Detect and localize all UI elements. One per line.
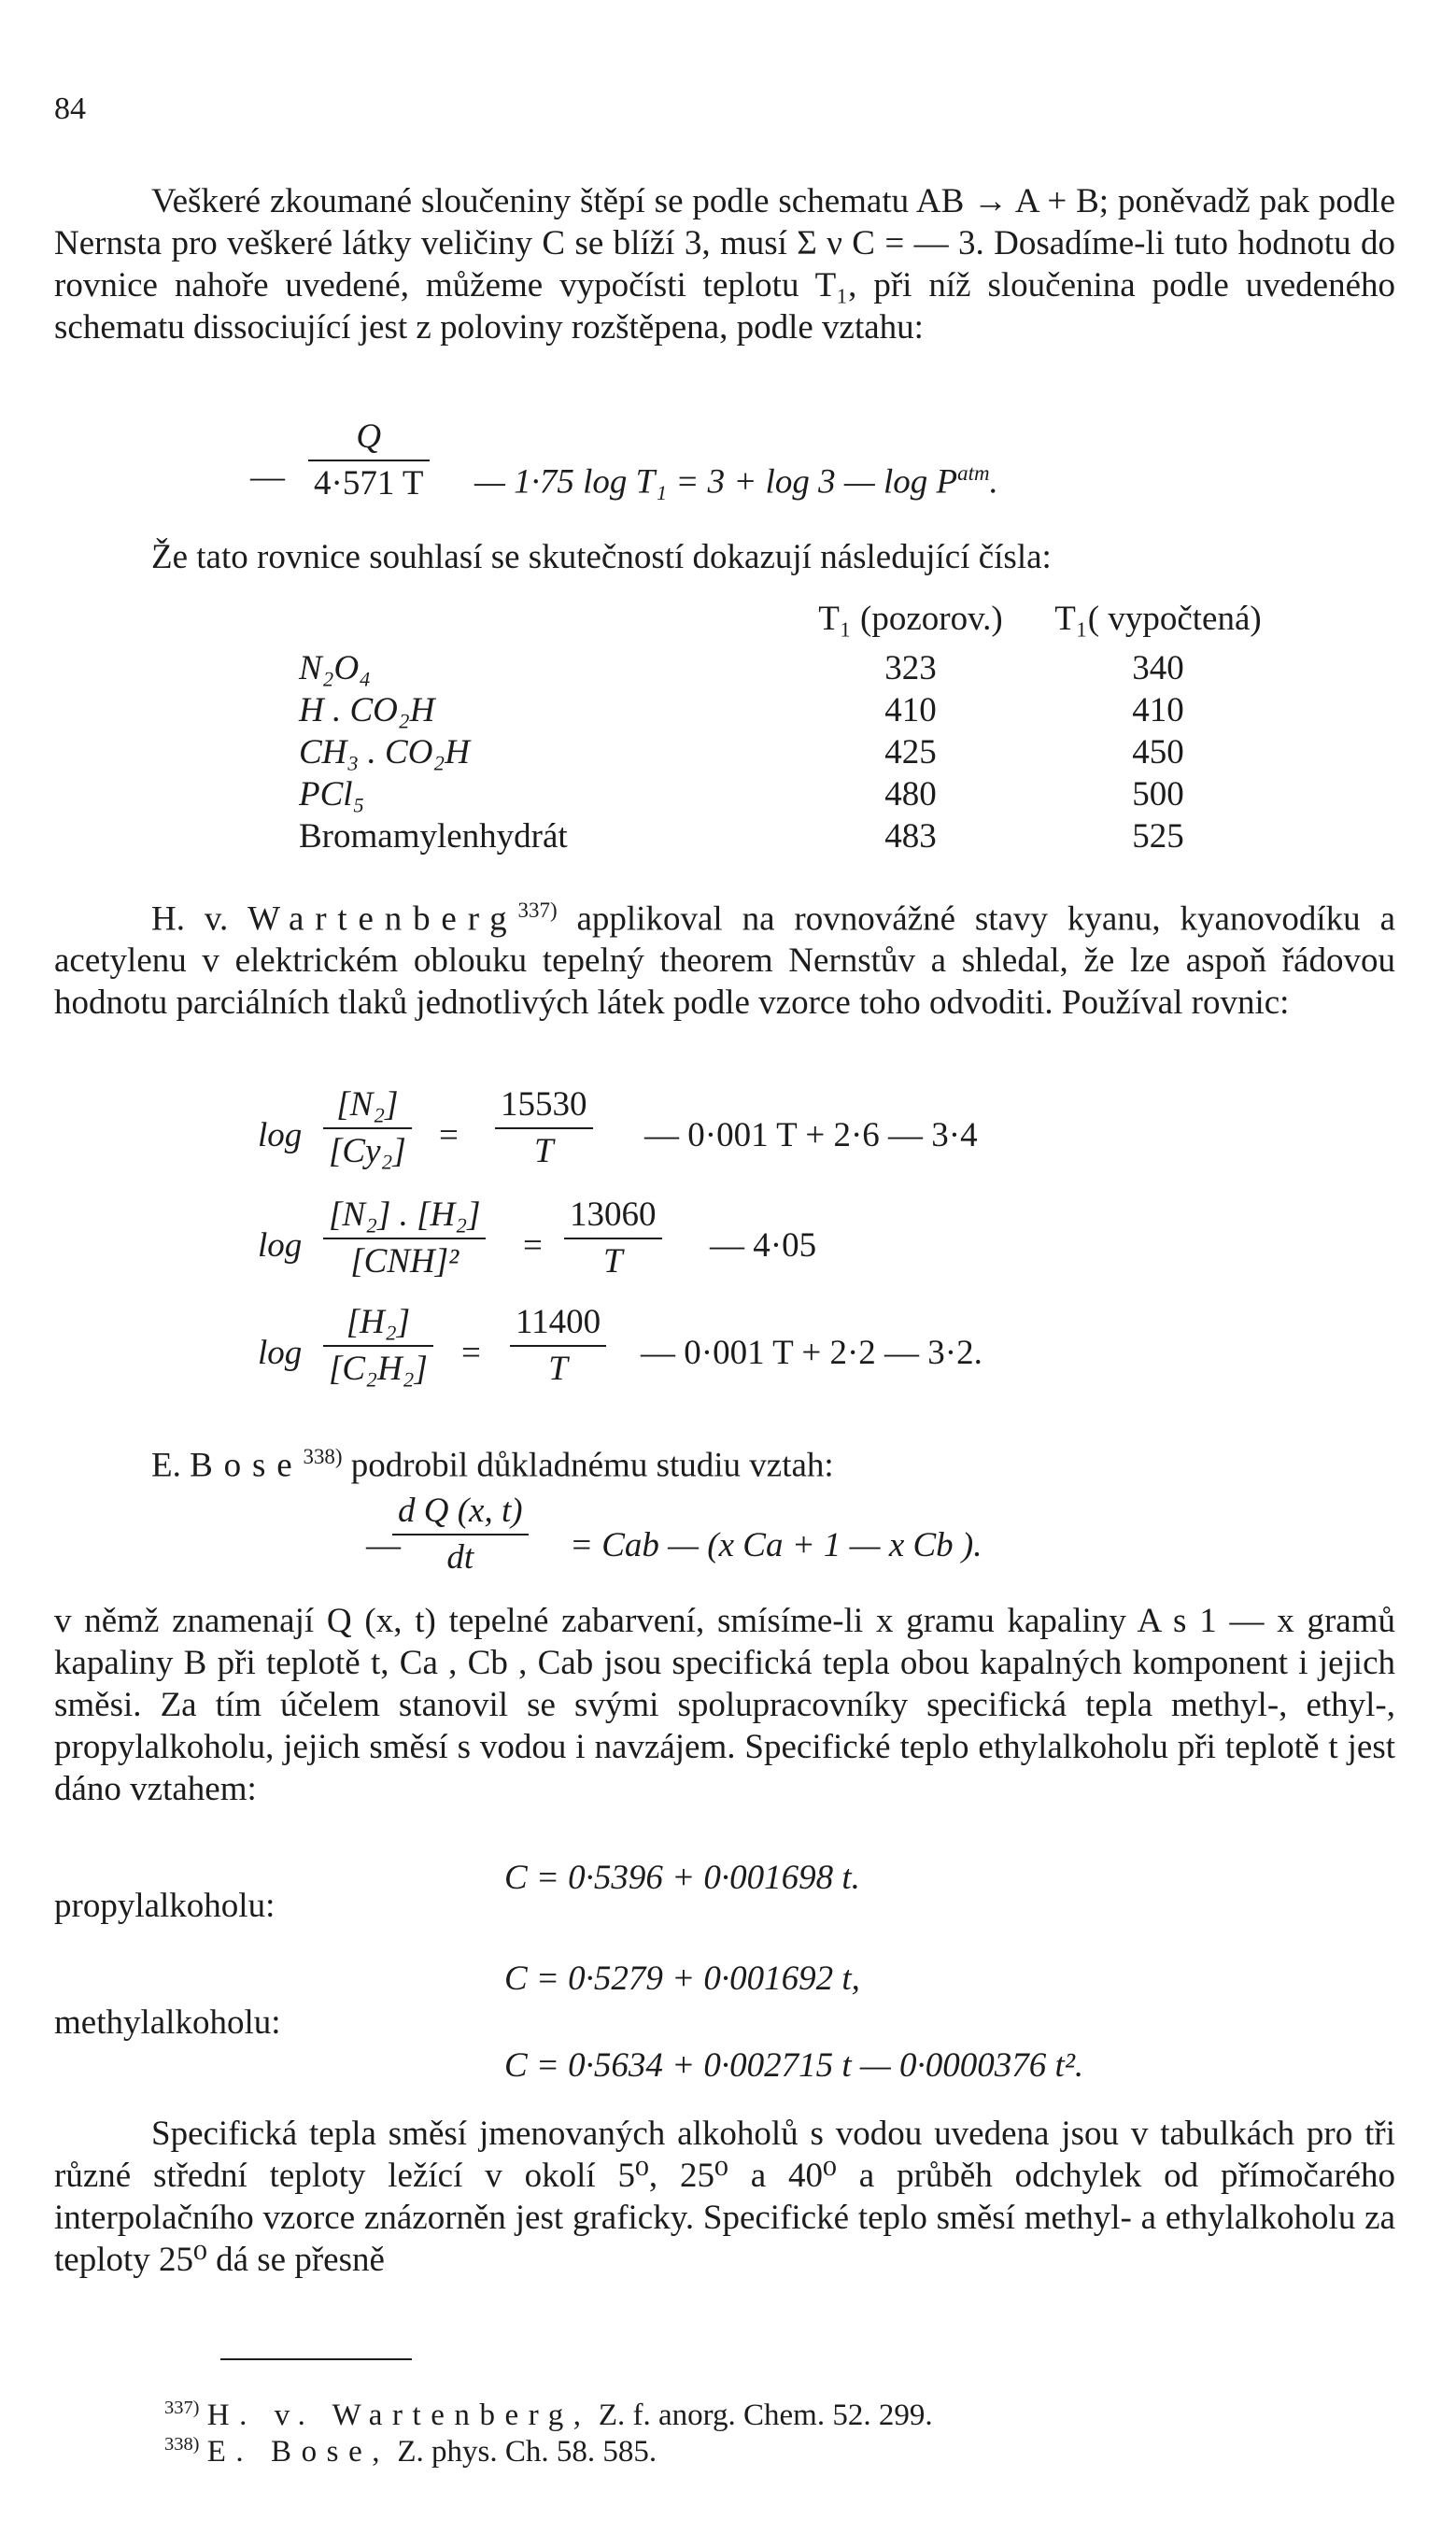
author-name: Bose (190, 1446, 304, 1485)
footnote-ref: 337) (517, 899, 558, 922)
table-row: H . CO₂H 410 410 (299, 691, 1184, 729)
table-row: Bromamylenhydrát 483 525 (299, 817, 1184, 856)
data-table (299, 598, 1279, 857)
column-header-observed: T₁ (pozorov.) (818, 600, 1003, 638)
paragraph-wartenberg: H. v. Wartenberg$^{337)}$ applikoval na rovnovážné stavy kyanu, kyanovodíku a acetylenu v elektrickém oblouku tepelný theorem Nernstův a shledal, že lze aspoň řádovou hodnotu parciálních tlaků jednotlivých látek podle vzorce toho odvoditi. Používal rovnic: (54, 899, 1396, 1023)
author-name: Wartenberg (247, 899, 518, 939)
footnote-337: $^{337)}$ H. v. Wartenberg, Z. f. anorg. Chem. 52. 299. (164, 2398, 933, 2432)
paragraph-specific-heat: v němž znamenají Q (x, t) tepelné zabarvení, smísíme-li x gramu kapaliny A s 1 — x gramů kapaliny B při teplotě t, Ca , Cb , Cab jsou specifická tepla obou kapalných komponent i jejich směsi. Za tím účelem stanovil se svými spolupracovníky specifická tepla methyl-, ethyl-, propylalkoholu, jejich směsí s vodou i navzájem. Specifické teplo ethylalkoholu při teplotě t jest dáno vztahem: (54, 1602, 1395, 1808)
footnote-ref: 338) (303, 1445, 343, 1468)
equation-fraction: Q 4·571 T (308, 418, 430, 502)
equation-methyl: C = 0·5634 + 0·002715 t — 0·0000376 t². (504, 2046, 1084, 2085)
equation-ethyl: C = 0·5396 + 0·001698 t. (504, 1859, 860, 1897)
equation-rest: — 1·75 log T₁ = 3 + log 3 — $\log P^{atm}$. (474, 461, 998, 502)
column-header-calculated: T₁( vypočtená) (1054, 600, 1262, 638)
paragraph-mixtures: Specifická tepla směsí jmenovaných alkoholů s vodou uvedena jsou v tabulkách pro tři různé střední teploty ležící v okolí 5⁰, 25⁰ a 40⁰ a průběh odchylek od přímočarého interpolačního vzorce znázorněn jest graficky. Specifické teplo směsí methyl- a ethylalkoholu za teploty 25⁰ dá se přesně (54, 2115, 1395, 2279)
footnote-338: $^{338)}$ E. Bose, Z. phys. Ch. 58. 585. (164, 2434, 657, 2469)
table-row: CH₃ . CO₂H 425 450 (299, 733, 1184, 771)
page-number: 84 (54, 92, 86, 126)
paragraph-intro: Veškeré zkoumané sloučeniny štěpí se podle schematu AB → A + B; poněvadž pak podle Nernsta pro veškeré látky veličiny C se blíží 3, musí Σ ν C = — 3. Dosadíme-li tuto hodnotu do rovnice nahoře uvedené, můžeme vypočísti teplotu T₁, při níž sloučenina podle uvedeného schematu dissociující jest z poloviny rozštěpena, podle vztahu: (54, 182, 1395, 347)
paragraph-table-intro: Že tato rovnice souhlasí se skutečností dokazují následující čísla: (151, 538, 1052, 576)
table-row: PCl₅ 480 500 (299, 775, 1184, 814)
footnote-divider (220, 2358, 412, 2360)
table-header-row (299, 598, 1279, 647)
label-propyl: propylalkoholu: (54, 1887, 276, 1925)
paragraph-bose: E. Bose$^{338)}$ podrobil důkladnému studiu vztah: (151, 1445, 834, 1485)
label-methyl: methylalkoholu: (54, 2003, 281, 2042)
equation-propyl: C = 0·5279 + 0·001692 t, (504, 1960, 860, 1998)
table-row: N₂O₄ 323 340 (299, 649, 1184, 687)
